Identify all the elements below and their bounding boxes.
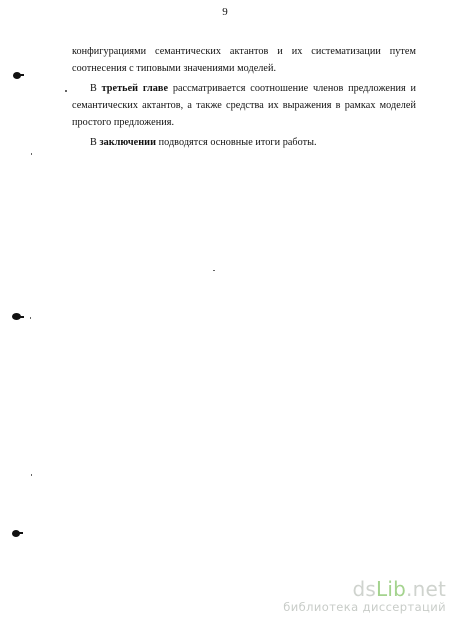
scan-speck	[213, 270, 215, 271]
watermark-logo	[276, 578, 446, 600]
scan-speck	[31, 153, 32, 155]
scan-mark	[18, 532, 23, 534]
conclusion-reference-bold: заключении	[99, 137, 156, 148]
scan-speck	[30, 317, 31, 319]
scan-mark	[19, 316, 24, 318]
page-number: 9	[222, 6, 228, 18]
paragraph-prefix: В	[90, 83, 102, 94]
paragraph-prefix: В	[90, 137, 100, 148]
watermark-tagline: библиотека диссертаций	[283, 600, 446, 614]
paragraph-line: конфигурациями семантических актантов и их систематизации путем	[72, 46, 416, 57]
paragraph-third-chapter	[72, 80, 416, 131]
paragraph-line: соотнесения с типовыми значениями моделей.	[72, 63, 277, 74]
watermark-logo-suffix: .net	[406, 577, 446, 601]
paragraph-line: простого предложения.	[72, 117, 175, 128]
paragraph-continuation	[72, 43, 416, 77]
chapter-reference-bold: третьей главе	[101, 83, 169, 94]
paragraph-line	[72, 134, 416, 151]
paragraph-text: рассматривается соотношение членов предложения и	[168, 83, 416, 94]
paragraph-text: подводятся основные итоги работы.	[156, 137, 317, 148]
scan-speck	[31, 474, 32, 476]
watermark-logo-accent: Lib	[376, 577, 407, 601]
scan-mark	[19, 74, 24, 76]
watermark-logo-prefix: ds	[352, 577, 377, 601]
dslib-watermark	[276, 578, 446, 614]
scan-speck	[65, 90, 67, 92]
paragraph-conclusion	[72, 134, 416, 151]
paragraph-line: семантических актантов, а также средства их выражения в рамках моделей	[72, 100, 416, 111]
paragraph-line	[72, 80, 416, 97]
